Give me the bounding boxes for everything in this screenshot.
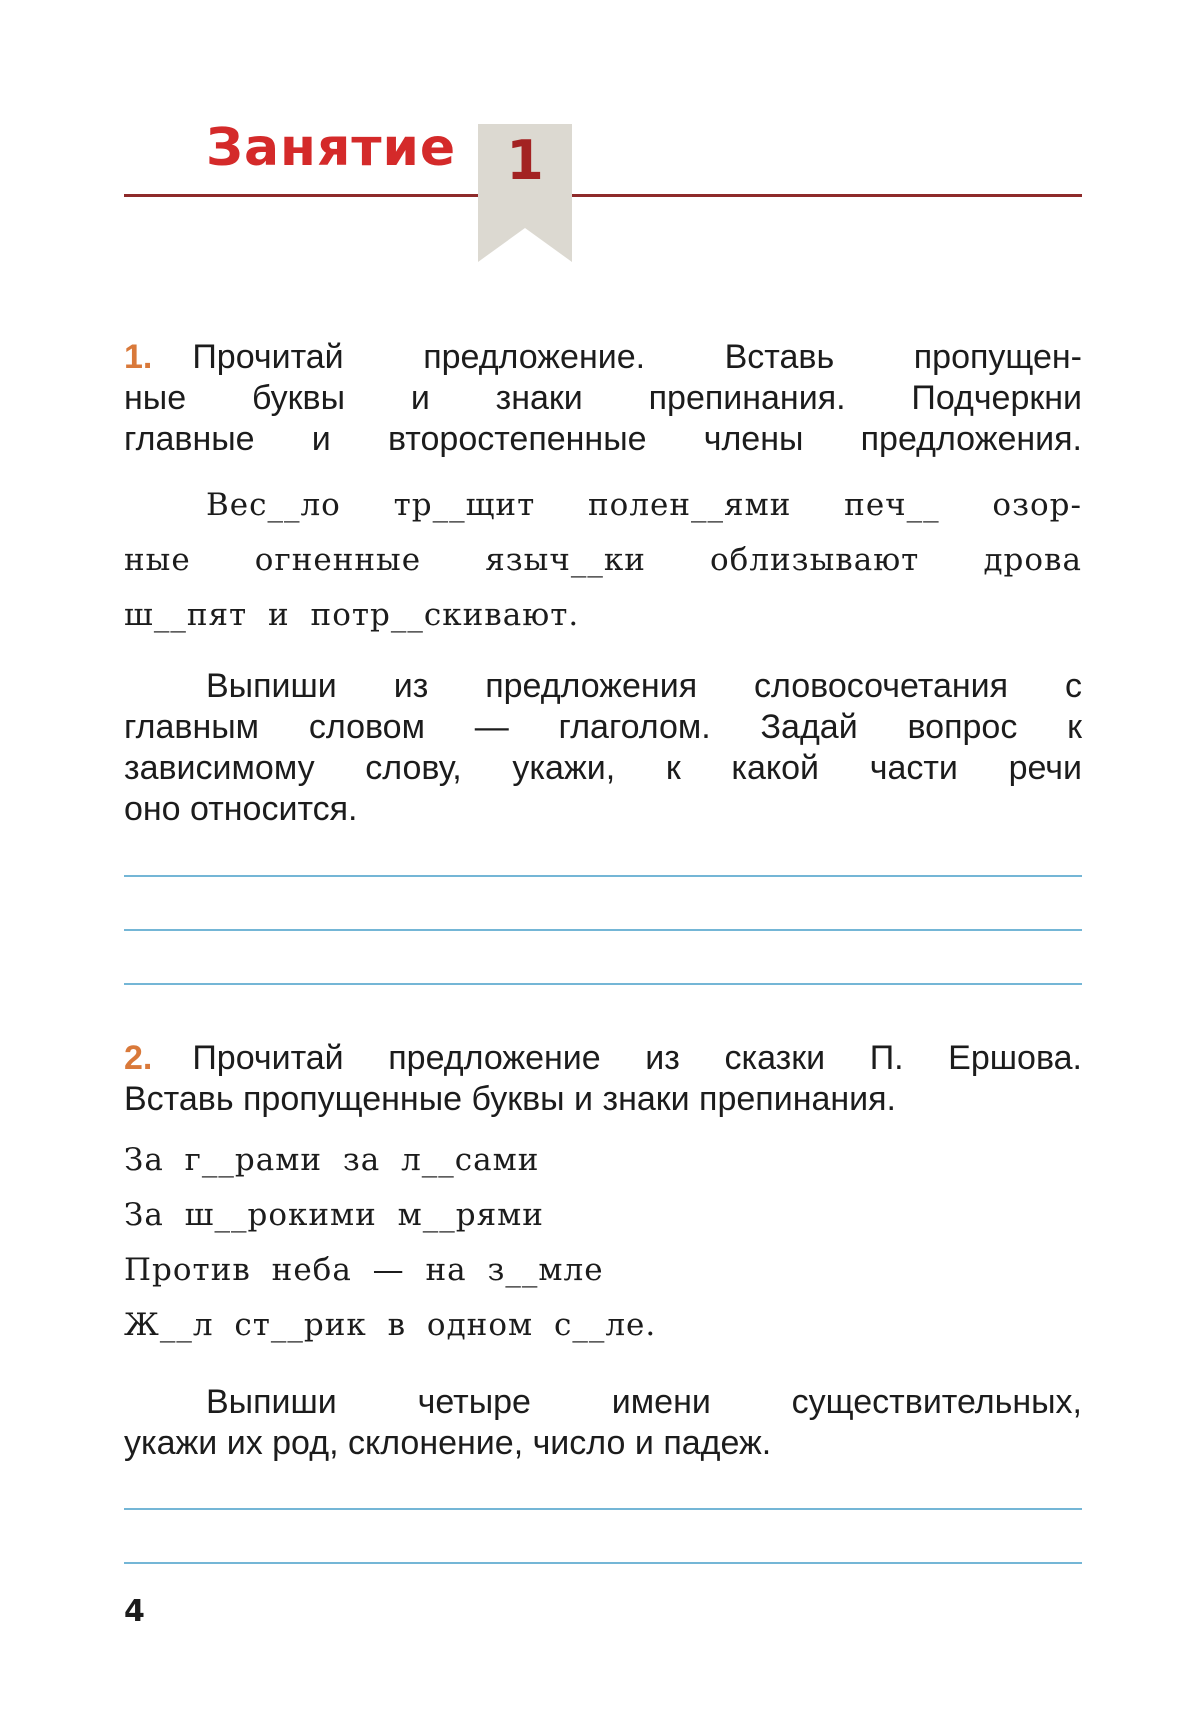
header-rule (124, 194, 1082, 197)
task2-question-line: укажи их род, склонение, число и падеж. (124, 1424, 772, 1462)
task1-sentence-line: ные огненные языч__ки облизывают дрова (124, 542, 1082, 578)
task1-sentence (124, 478, 1082, 643)
task1-question-line: зависимому слову, укажи, к какой части речи (124, 749, 1082, 787)
task1-sentence-line: Вес__ло тр__щит полен__ями печ__ озор- (206, 487, 1082, 523)
answer-line[interactable] (124, 1562, 1082, 1564)
lesson-title: Занятие (206, 118, 457, 178)
task2-poem (124, 1133, 1082, 1353)
task2-instruction-line: 2. Прочитай предложение из сказки П. Ершова. (124, 1039, 1082, 1077)
task1-instruction-line: 1. Прочитай предложение. Вставь пропущен- (124, 338, 1082, 376)
answer-line[interactable] (124, 929, 1082, 931)
task1-instruction-line: главные и второстепенные члены предложения. (124, 420, 1082, 458)
poem-line: За ш__рокими м__рями (124, 1197, 544, 1233)
task1-question (124, 666, 1082, 830)
answer-line[interactable] (124, 1508, 1082, 1510)
task1-question-line: Выпиши из предложения словосочетания с (206, 667, 1082, 705)
task1-instruction-line: ные буквы и знаки препинания. Подчеркни (124, 379, 1082, 417)
task2-question (124, 1382, 1082, 1464)
task1-sentence-line: ш__пят и потр__скивают. (124, 597, 580, 633)
poem-line: За г__рами за л__сами (124, 1142, 540, 1178)
poem-line: Ж__л ст__рик в одном с__ле. (124, 1307, 657, 1343)
task2-question-line: Выпиши четыре имени существительных, (206, 1383, 1082, 1421)
poem-line: Против неба — на з__мле (124, 1252, 604, 1288)
task1-instruction (124, 337, 1082, 460)
task2-number: 2. (124, 1039, 153, 1077)
answer-line[interactable] (124, 983, 1082, 985)
task2-instruction (124, 1038, 1082, 1120)
answer-line[interactable] (124, 875, 1082, 877)
task1-question-line: главным словом — глаголом. Задай вопрос к (124, 708, 1082, 746)
lesson-number: 1 (506, 129, 544, 192)
page-number: 4 (124, 1594, 145, 1629)
task1-number: 1. (124, 338, 153, 376)
task2-instruction-line: Вставь пропущенные буквы и знаки препинания. (124, 1080, 897, 1118)
task1-question-line: оно относится. (124, 790, 358, 828)
